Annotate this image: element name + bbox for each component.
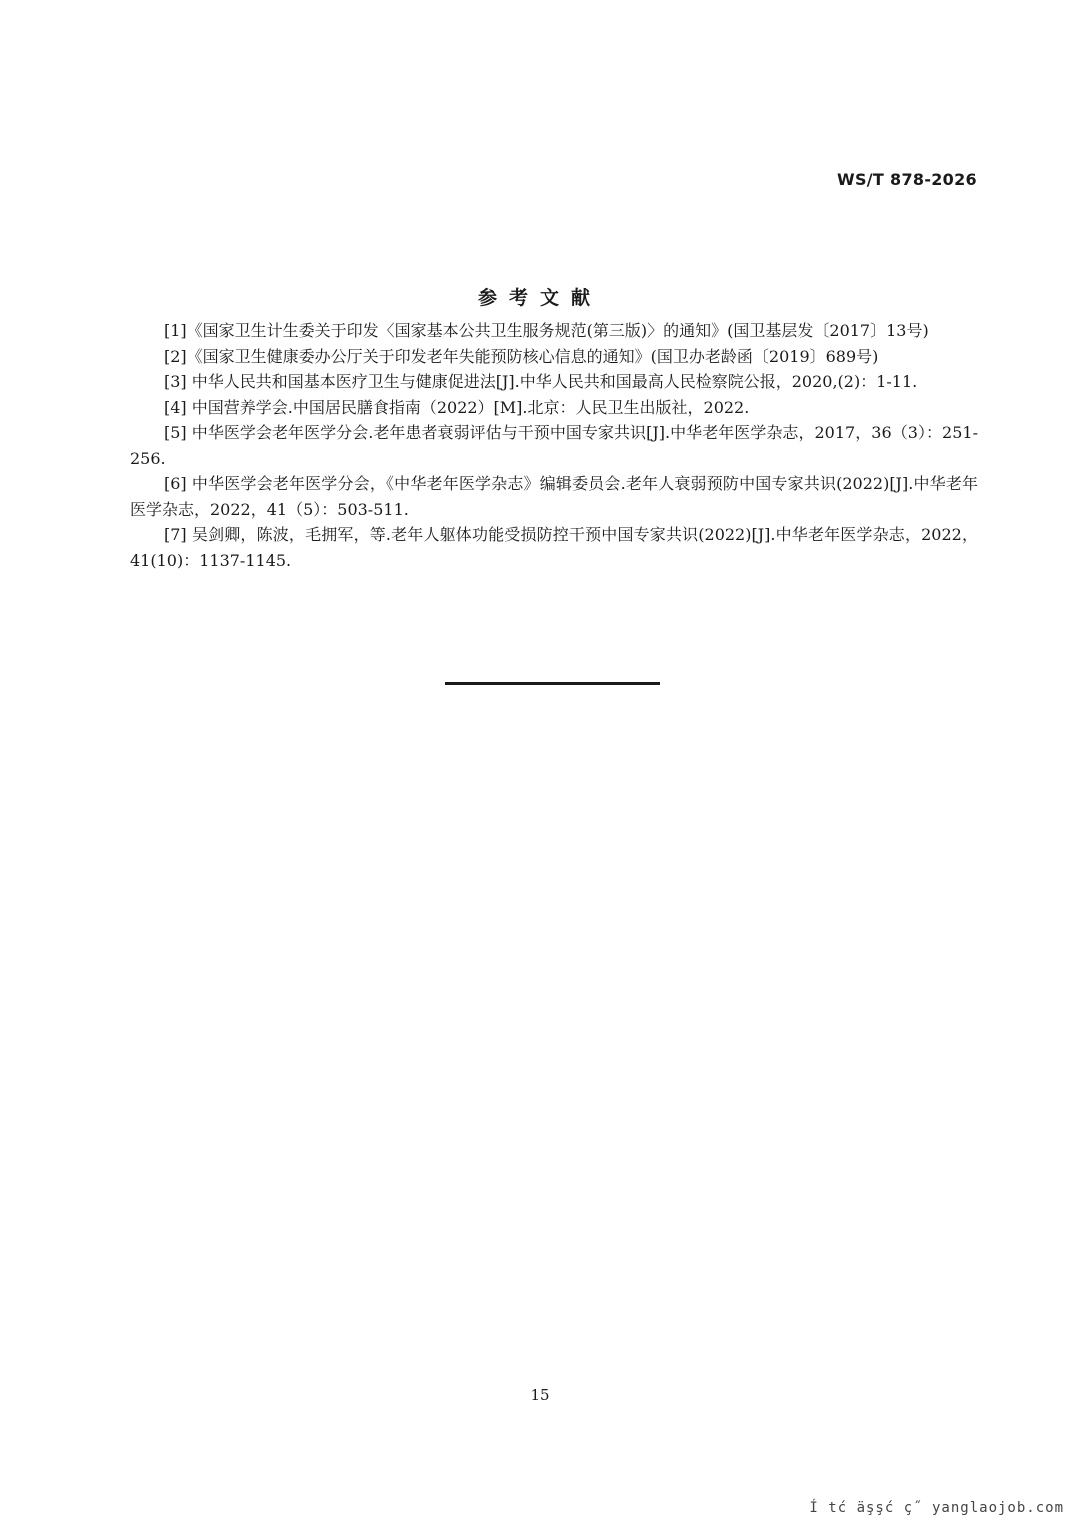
end-of-document-rule bbox=[445, 682, 660, 685]
reference-item: [2]《国家卫生健康委办公厅关于印发老年失能预防核心信息的通知》(国卫办老龄函〔2019〕689号) bbox=[164, 346, 879, 366]
reference-item: [1]《国家卫生计生委关于印发〈国家基本公共卫生服务规范(第三版)〉的通知》(国卫基层发〔2017〕13号) bbox=[164, 321, 929, 340]
reference-item: [7] 吴剑卿，陈波，毛拥军，等.老年人躯体功能受损防控干预中国专家共识(2022)[J].中华老年医学杂志，2022，41(10)：1137-1145. bbox=[130, 525, 978, 570]
reference-item: [3] 中华人民共和国基本医疗卫生与健康促进法[J].中华人民共和国最高人民检察院公报，2020,(2)：1-11. bbox=[164, 372, 918, 391]
reference-item: [6] 中华医学会老年医学分会，《中华老年医学杂志》编辑委员会.老年人衰弱预防中国专家共识(2022)[J].中华老年医学杂志，2022，41（5）：503-511. bbox=[130, 474, 978, 519]
reference-list bbox=[130, 318, 978, 573]
reference-item: [5] 中华医学会老年医学分会.老年患者衰弱评估与干预中国专家共识[J].中华老年医学杂志，2017，36（3）：251-256. bbox=[130, 423, 978, 468]
reference-item: [4] 中国营养学会.中国居民膳食指南（2022）[M].北京：人民卫生出版社，2022. bbox=[164, 397, 750, 417]
document-code: WS/T 878-2026 bbox=[837, 170, 977, 189]
section-title: 参考文献 bbox=[477, 287, 602, 309]
watermark: Í tć äşşć ç˝ yanglaojob.com bbox=[809, 1500, 1064, 1516]
page-number: 15 bbox=[530, 1386, 550, 1404]
